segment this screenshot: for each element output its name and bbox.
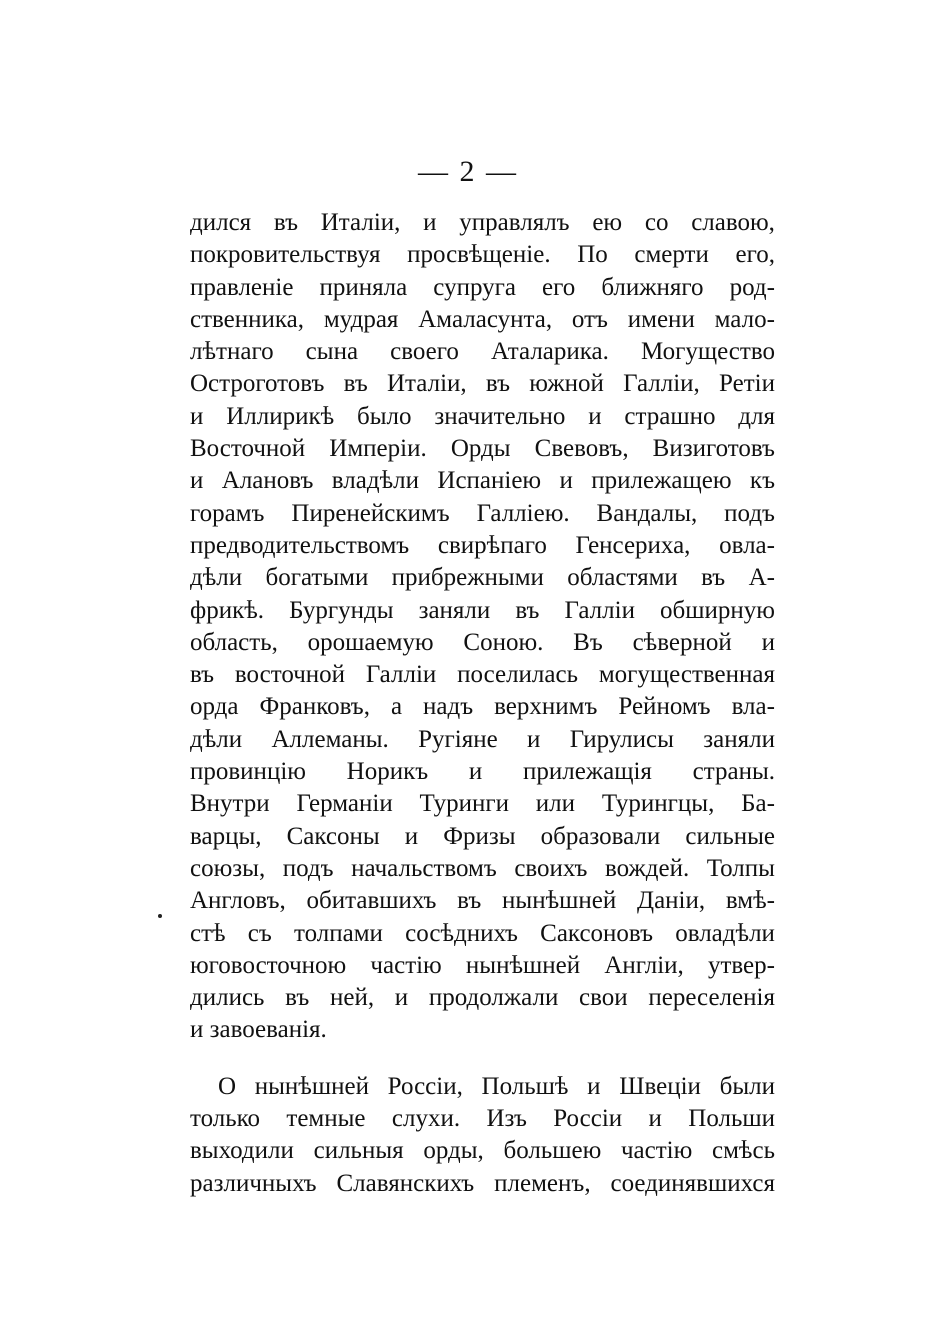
word: обширную bbox=[660, 596, 775, 624]
word: имени bbox=[627, 305, 695, 333]
word: ближняго bbox=[601, 273, 704, 301]
word: нынѣшней bbox=[502, 887, 617, 915]
word: Польши bbox=[688, 1105, 775, 1133]
word: и bbox=[423, 209, 437, 236]
word: орошаемую bbox=[307, 628, 434, 656]
word: Орды bbox=[450, 435, 511, 463]
word: страшно bbox=[624, 402, 716, 430]
word: ею bbox=[592, 209, 623, 236]
word: Германіи bbox=[296, 790, 393, 818]
word: смерти bbox=[634, 241, 709, 269]
word: Аллеманы. bbox=[271, 725, 389, 753]
text-line bbox=[190, 562, 775, 594]
word: его, bbox=[735, 241, 775, 269]
word: лѣтнаго bbox=[190, 338, 274, 366]
word: Ретіи bbox=[719, 370, 775, 398]
word: соединявшихся bbox=[610, 1169, 775, 1197]
word: и bbox=[190, 467, 204, 495]
word: утвер- bbox=[707, 951, 775, 979]
word: смѣсь bbox=[712, 1137, 775, 1165]
word: толпами bbox=[294, 919, 383, 947]
word: прибрежными bbox=[391, 564, 544, 592]
word: Вандалы, bbox=[596, 499, 698, 527]
text-line bbox=[190, 691, 775, 723]
word: частію bbox=[620, 1137, 693, 1165]
text-line bbox=[190, 1135, 775, 1167]
word: нынѣшней bbox=[465, 951, 581, 979]
word: сосѣднихъ bbox=[405, 919, 518, 947]
word: орды, bbox=[423, 1137, 484, 1165]
paragraph-2 bbox=[190, 1071, 775, 1200]
word: въ bbox=[273, 209, 299, 236]
word: темные bbox=[286, 1105, 366, 1133]
word: Имперіи. bbox=[329, 435, 427, 463]
word: Галліи bbox=[564, 596, 635, 624]
word: дился bbox=[190, 209, 252, 236]
word: Норикъ bbox=[346, 758, 429, 786]
word: Генсериха, bbox=[575, 531, 691, 559]
word: нынѣшней bbox=[254, 1072, 369, 1100]
word: страны. bbox=[692, 758, 775, 786]
word: подъ bbox=[724, 499, 775, 527]
word: Англіи, bbox=[604, 951, 684, 979]
word: обитавшихъ bbox=[306, 887, 437, 915]
text-line bbox=[190, 1071, 775, 1103]
word: Амаласунта, bbox=[418, 305, 553, 333]
word: Италіи, bbox=[320, 209, 401, 236]
text-line: и завоеванія. bbox=[190, 1016, 327, 1044]
word: овладѣли bbox=[675, 919, 775, 947]
word: верхнимъ bbox=[494, 693, 598, 721]
word: Галліею. bbox=[476, 499, 570, 527]
word: въ bbox=[343, 370, 368, 398]
word: Свевовъ, bbox=[534, 435, 629, 463]
word: приняла bbox=[319, 273, 408, 301]
word: О bbox=[218, 1072, 237, 1100]
word: выходили bbox=[190, 1137, 294, 1165]
word: къ bbox=[749, 467, 775, 495]
word: въ bbox=[701, 564, 726, 592]
word: было bbox=[357, 402, 412, 430]
text-line bbox=[190, 821, 775, 853]
text-line bbox=[190, 239, 775, 271]
word: въ bbox=[190, 661, 215, 689]
word: южной bbox=[529, 370, 604, 398]
word: большею bbox=[503, 1137, 602, 1165]
text-line bbox=[190, 304, 775, 336]
word: и bbox=[404, 822, 419, 850]
word: восточной bbox=[234, 661, 346, 689]
ink-speck bbox=[158, 914, 162, 918]
word: вла- bbox=[731, 693, 775, 721]
word: для bbox=[738, 402, 775, 430]
word: различныхъ bbox=[190, 1169, 317, 1197]
word: и bbox=[588, 402, 602, 430]
word: Гирулисы bbox=[569, 725, 674, 753]
word: Толпы bbox=[706, 854, 775, 882]
word: Галліи, bbox=[623, 370, 700, 398]
word: Ба- bbox=[741, 790, 775, 818]
word: горамъ bbox=[190, 499, 265, 527]
text-line bbox=[190, 950, 775, 982]
word: а bbox=[390, 693, 403, 721]
word: отъ bbox=[571, 305, 608, 333]
word: Саксоновъ bbox=[540, 919, 654, 947]
word: союзы, bbox=[190, 854, 266, 882]
word: сына bbox=[305, 338, 359, 366]
word: заняли bbox=[703, 725, 775, 753]
word: или bbox=[535, 790, 576, 818]
word: и bbox=[648, 1105, 662, 1133]
text-line bbox=[190, 885, 775, 917]
word: сильные bbox=[685, 822, 775, 850]
word: Саксоны bbox=[286, 822, 380, 850]
word: Остроготовъ bbox=[190, 370, 325, 398]
word: Визиготовъ bbox=[652, 435, 775, 463]
word: въ bbox=[457, 887, 482, 915]
word: и bbox=[468, 758, 483, 786]
word: переселенія bbox=[648, 984, 775, 1012]
word: Фризы bbox=[443, 822, 516, 850]
text-line bbox=[190, 336, 775, 368]
text-line bbox=[190, 433, 775, 465]
word: начальствомъ bbox=[351, 854, 497, 882]
word: покровительствуя bbox=[190, 241, 381, 269]
word: своихъ bbox=[514, 854, 588, 882]
word: провинцію bbox=[190, 758, 306, 786]
word: дились bbox=[190, 984, 265, 1012]
word: дѣли bbox=[190, 725, 243, 753]
text-line bbox=[190, 982, 775, 1014]
word: Внутри bbox=[190, 790, 270, 818]
word: Изъ bbox=[486, 1105, 527, 1133]
word: со bbox=[644, 209, 669, 236]
word: предводительствомъ bbox=[190, 531, 410, 559]
text-line bbox=[190, 853, 775, 885]
text-line bbox=[190, 207, 775, 239]
word: правленіе bbox=[190, 273, 294, 301]
text-line bbox=[190, 1168, 775, 1200]
word: Франковъ, bbox=[259, 693, 370, 721]
word: область, bbox=[190, 628, 278, 656]
word: заняли bbox=[418, 596, 491, 624]
word: надъ bbox=[423, 693, 474, 721]
text-line bbox=[190, 724, 775, 756]
word: Даніи, bbox=[637, 887, 706, 915]
word: Иллирикѣ bbox=[226, 402, 335, 430]
word: Сонoю. bbox=[463, 628, 544, 656]
text-line bbox=[190, 368, 775, 400]
word: въ bbox=[285, 984, 310, 1012]
word: племенъ, bbox=[494, 1169, 591, 1197]
word: Россіи, bbox=[387, 1072, 463, 1100]
word: Пиренейскимъ bbox=[291, 499, 450, 527]
word: мудрая bbox=[323, 305, 399, 333]
text-line bbox=[190, 595, 775, 627]
word: орда bbox=[190, 693, 239, 721]
word: значительно bbox=[434, 402, 566, 430]
word: ственника, bbox=[190, 305, 305, 333]
word: юговосточною bbox=[190, 951, 347, 979]
word: подъ bbox=[282, 854, 334, 882]
page-number: — 2 — bbox=[418, 155, 518, 188]
word: Туринги bbox=[419, 790, 509, 818]
word: только bbox=[190, 1105, 261, 1133]
text-line bbox=[190, 498, 775, 530]
word: и bbox=[761, 628, 775, 656]
word: его bbox=[542, 273, 576, 301]
word: были bbox=[719, 1072, 775, 1100]
word: сѣверной bbox=[632, 628, 732, 656]
word: слухи. bbox=[391, 1105, 461, 1133]
word: вождей. bbox=[604, 854, 690, 882]
paragraph-gap bbox=[190, 1047, 775, 1071]
word: славою, bbox=[691, 209, 775, 236]
word: ней, bbox=[329, 984, 375, 1012]
word: стѣ bbox=[190, 919, 226, 947]
text-line bbox=[190, 465, 775, 497]
word: частію bbox=[370, 951, 442, 979]
word: съ bbox=[247, 919, 272, 947]
text-line bbox=[190, 1103, 775, 1135]
word: фрикѣ. bbox=[190, 596, 265, 624]
word: и bbox=[190, 402, 204, 430]
word: Восточной bbox=[190, 435, 306, 463]
word: свирѣпаго bbox=[437, 531, 547, 559]
word: Россіи bbox=[553, 1105, 623, 1133]
paragraph-1 bbox=[190, 207, 775, 1047]
word: управлялъ bbox=[459, 209, 570, 236]
text-line bbox=[190, 788, 775, 820]
word: продолжали bbox=[428, 984, 559, 1012]
word: Испаніею bbox=[437, 467, 542, 495]
word: Алановъ bbox=[221, 467, 314, 495]
word: поселилась bbox=[457, 661, 579, 689]
word: овла- bbox=[719, 531, 775, 559]
word: сильныя bbox=[313, 1137, 404, 1165]
word: въ bbox=[515, 596, 540, 624]
text-line bbox=[190, 272, 775, 304]
text-line bbox=[190, 627, 775, 659]
word: просвѣщеніе. bbox=[407, 241, 551, 269]
word: богатыми bbox=[265, 564, 369, 592]
word: Галліи bbox=[365, 661, 437, 689]
word: род- bbox=[729, 273, 775, 301]
word: супруга bbox=[433, 273, 516, 301]
word: областями bbox=[567, 564, 678, 592]
text-line bbox=[190, 918, 775, 950]
word: въ bbox=[485, 370, 511, 398]
word: прилежащія bbox=[523, 758, 652, 786]
text-line bbox=[190, 756, 775, 788]
word: Турингцы, bbox=[601, 790, 715, 818]
word: и bbox=[394, 984, 409, 1012]
word: По bbox=[577, 241, 608, 269]
word: прилежащею bbox=[591, 467, 732, 495]
word: варцы, bbox=[190, 822, 262, 850]
word: Рейномъ bbox=[618, 693, 711, 721]
word: Польшѣ bbox=[481, 1072, 569, 1100]
word: А- bbox=[748, 564, 775, 592]
text-line bbox=[190, 659, 775, 691]
word: вмѣ- bbox=[725, 887, 775, 915]
body-text bbox=[190, 207, 775, 1200]
word: Италіи, bbox=[387, 370, 467, 398]
word: и bbox=[559, 467, 573, 495]
word: Могущество bbox=[640, 338, 775, 366]
text-line bbox=[190, 530, 775, 562]
word: могущественная bbox=[598, 661, 775, 689]
word: образовали bbox=[540, 822, 661, 850]
word: владѣли bbox=[331, 467, 419, 495]
word: Ругіяне bbox=[418, 725, 498, 753]
word: Славянскихъ bbox=[336, 1169, 475, 1197]
word: Швеціи bbox=[619, 1072, 701, 1100]
word: и bbox=[527, 725, 541, 753]
text-line bbox=[190, 401, 775, 433]
word: своего bbox=[390, 338, 459, 366]
word: Англовъ, bbox=[190, 887, 286, 915]
word: мало- bbox=[714, 305, 775, 333]
word: свои bbox=[579, 984, 628, 1012]
word: дѣли bbox=[190, 564, 243, 592]
word: Аталарика. bbox=[490, 338, 609, 366]
word: и bbox=[587, 1072, 601, 1100]
word: Бургунды bbox=[289, 596, 394, 624]
word: Въ bbox=[573, 628, 603, 656]
